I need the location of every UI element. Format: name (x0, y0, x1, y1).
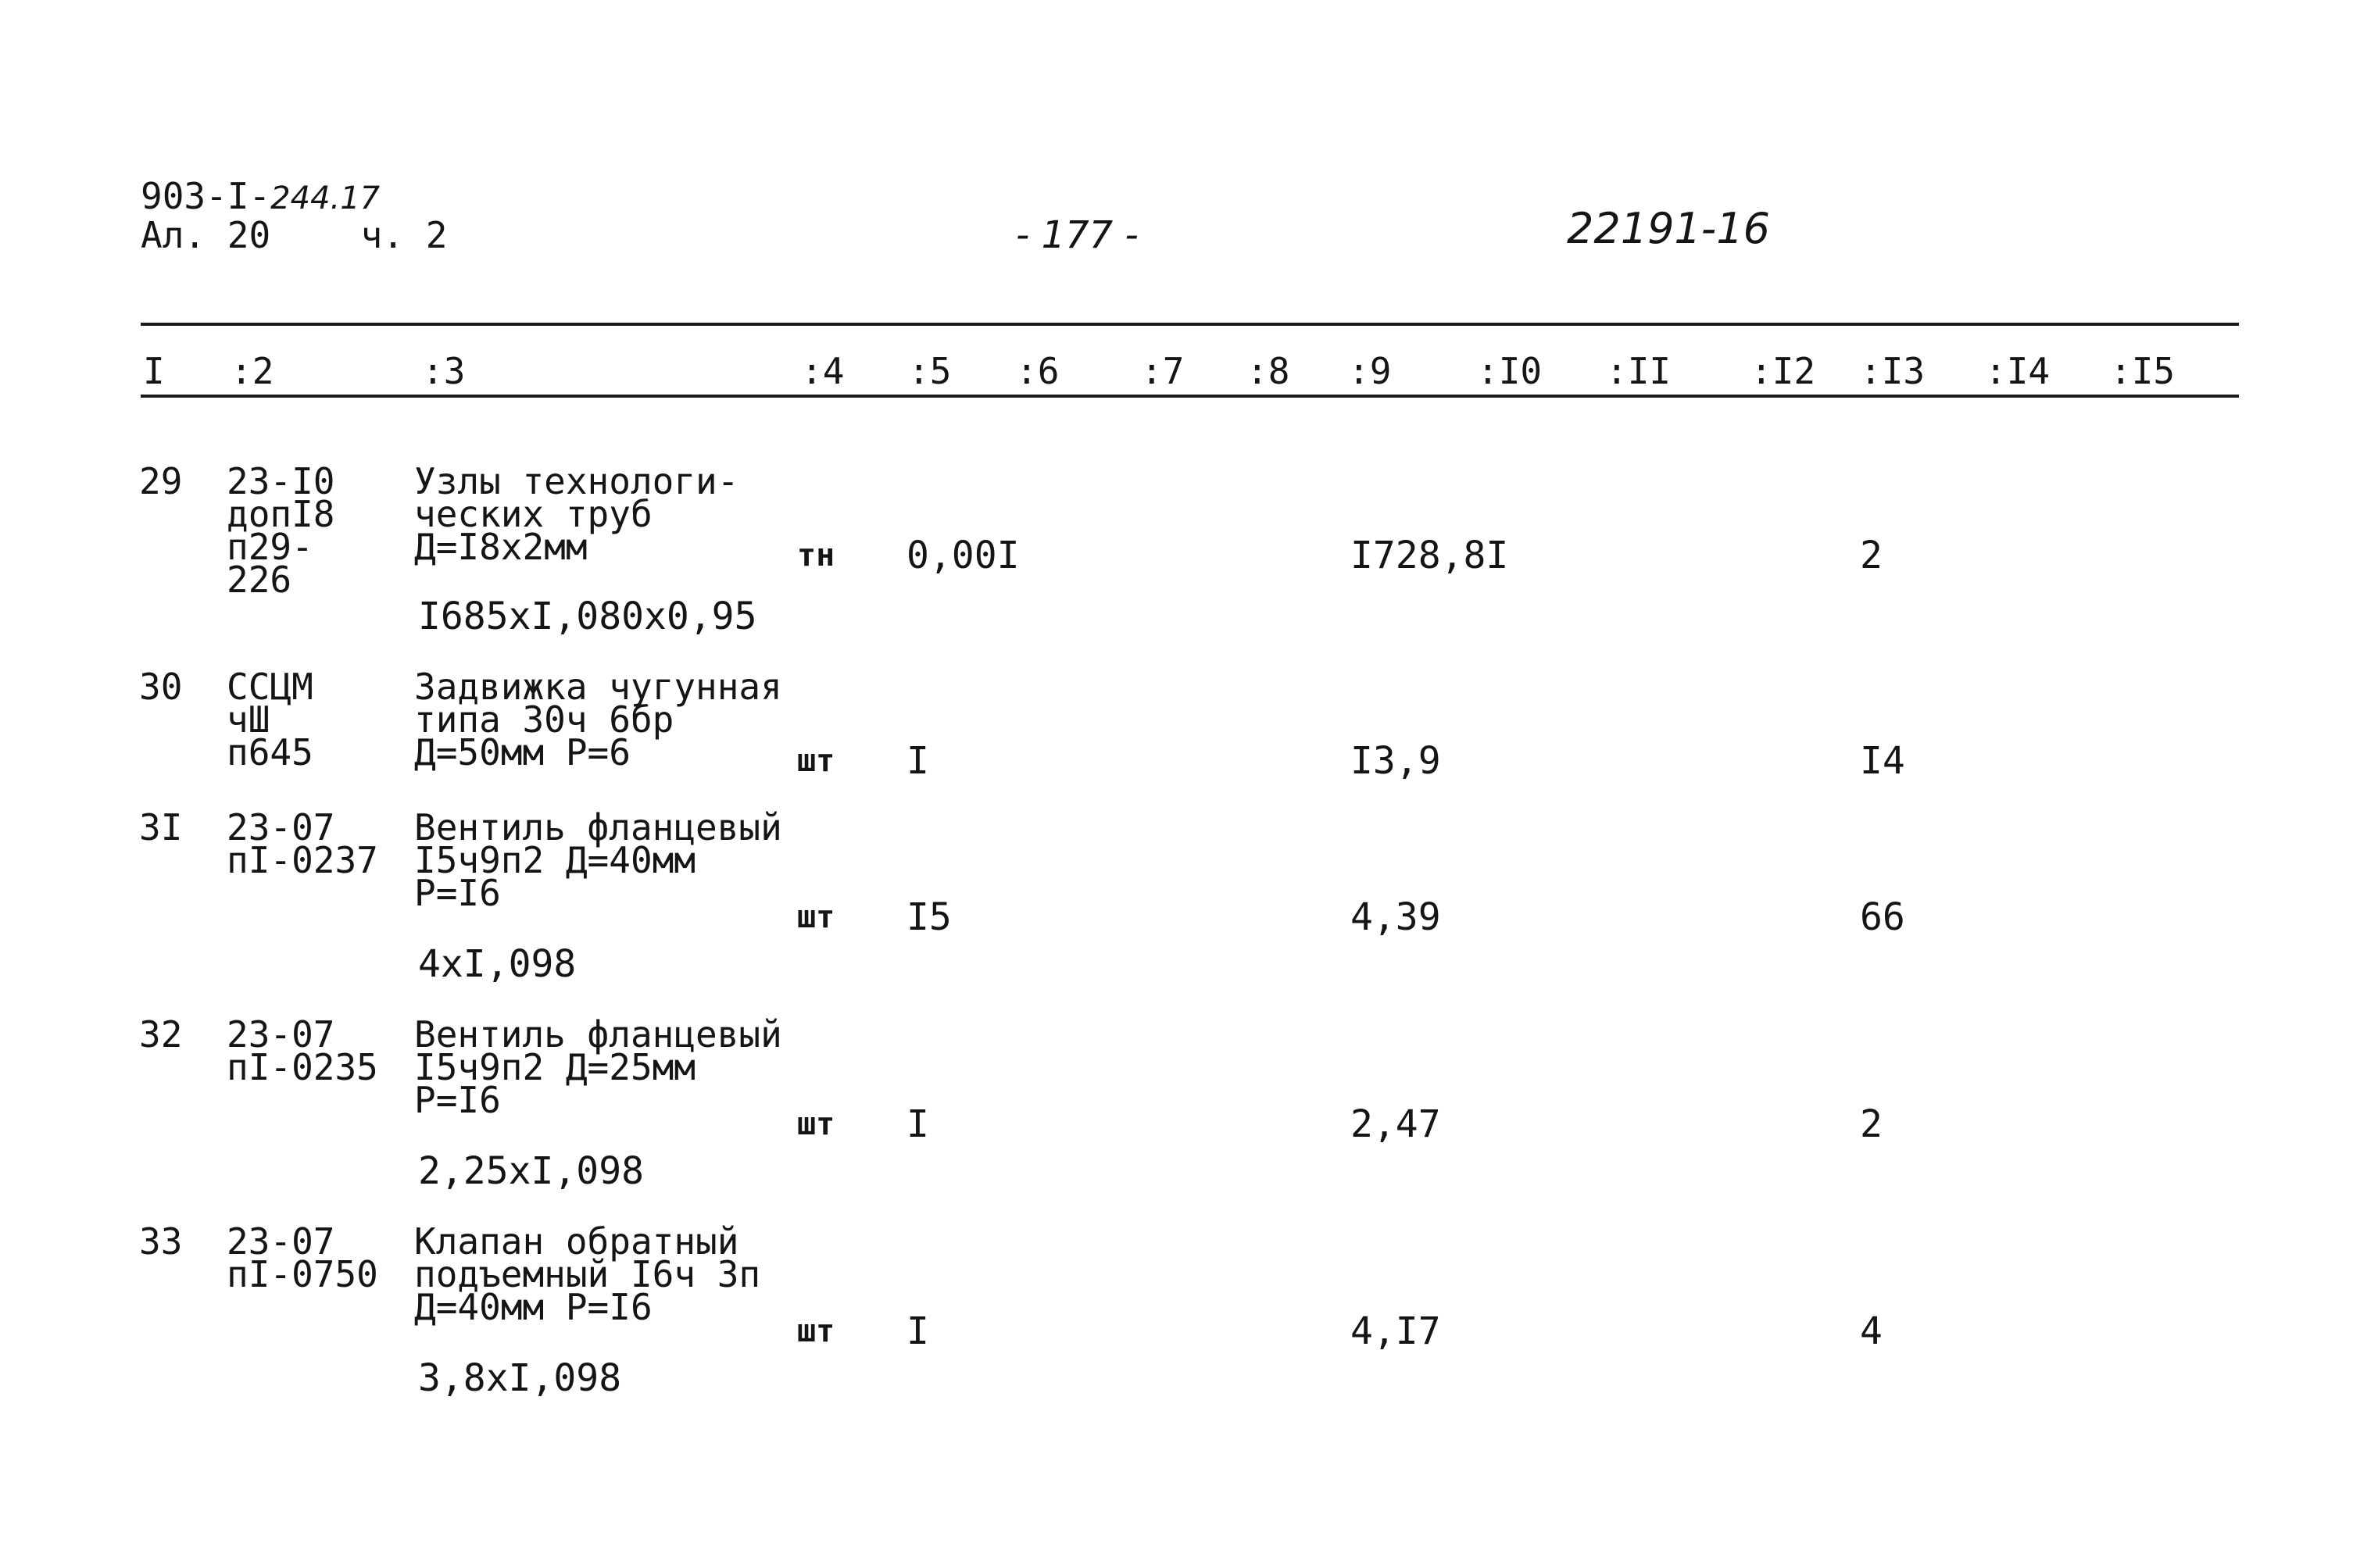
row-unit-price: I3,9 (1350, 739, 1441, 783)
row-code: ССЦМ чШ п645 (227, 666, 313, 773)
row-unit: тн (797, 538, 835, 573)
row-total: I4 (1860, 739, 1905, 783)
column-header-10: :I0 (1477, 350, 1543, 392)
row-description: Клапан обратный подъемный I6ч 3п Д=40мм Р=I6 (414, 1220, 761, 1328)
document-code-handwritten: 244.17 (270, 180, 381, 216)
column-header-15: :I5 (2110, 350, 2176, 392)
column-header-6: :6 (1016, 350, 1060, 392)
row-quantity: I (907, 739, 929, 783)
row-calculation: 3,8хI,098 (418, 1356, 622, 1400)
row-unit: шт (797, 743, 835, 779)
page-number: - 177 - (1016, 213, 1139, 257)
row-code: 23-07 пI-0750 (227, 1220, 378, 1295)
row-number: 32 (139, 1013, 183, 1055)
column-header-5: :5 (908, 350, 952, 392)
part-label: ч. (360, 214, 404, 256)
table-header-rule (141, 395, 2239, 398)
row-quantity: I (907, 1102, 929, 1146)
row-calculation: I685хI,080х0,95 (418, 595, 757, 638)
row-calculation: 2,25хI,098 (418, 1149, 644, 1193)
row-quantity: 0,00I (907, 534, 1020, 577)
row-description: Вентиль фланцевый I5ч9п2 Д=25мм Р=I6 (414, 1013, 782, 1121)
column-header-3: :3 (422, 350, 466, 392)
row-total: 2 (1860, 534, 1883, 577)
row-quantity: I5 (907, 895, 952, 939)
column-header-8: :8 (1246, 350, 1290, 392)
column-header-2: :2 (231, 350, 274, 392)
column-header-1: I (143, 350, 165, 392)
row-unit: шт (797, 899, 835, 935)
row-number: 33 (139, 1220, 183, 1263)
row-unit-price: 4,39 (1350, 895, 1441, 939)
row-calculation: 4хI,098 (418, 942, 577, 986)
row-code: 23-I0 допI8 п29- 226 (227, 460, 335, 601)
album-part-line (141, 214, 448, 256)
row-unit-price: I728,8I (1350, 534, 1509, 577)
table-top-rule (141, 323, 2239, 326)
album-label: Ал. (141, 214, 206, 256)
row-unit-price: 4,I7 (1350, 1309, 1441, 1353)
column-header-13: :I3 (1860, 350, 1926, 392)
row-total: 2 (1860, 1102, 1883, 1146)
row-unit-price: 2,47 (1350, 1102, 1441, 1146)
part-number: 2 (425, 214, 448, 256)
row-code: 23-07 пI-0237 (227, 806, 378, 881)
row-total: 66 (1860, 895, 1905, 939)
row-description: Узлы технологи- ческих труб Д=I8х2мм (414, 460, 739, 568)
column-header-7: :7 (1141, 350, 1185, 392)
document-code-printed: 903-I- (141, 175, 271, 217)
row-unit: шт (797, 1313, 835, 1349)
row-code: 23-07 пI-0235 (227, 1013, 378, 1088)
column-header-11: :II (1606, 350, 1672, 392)
row-description: Вентиль фланцевый I5ч9п2 Д=40мм Р=I6 (414, 806, 782, 914)
row-unit: шт (797, 1106, 835, 1142)
column-header-12: :I2 (1750, 350, 1816, 392)
column-header-14: :I4 (1985, 350, 2051, 392)
document-number: 22191-16 (1567, 204, 1770, 253)
album-number: 20 (227, 214, 271, 256)
row-total: 4 (1860, 1309, 1883, 1353)
row-description: Задвижка чугунная типа 30ч 6бр Д=50мм Р=6 (414, 666, 782, 773)
column-header-4: :4 (801, 350, 845, 392)
document-code (141, 175, 381, 217)
row-number: 3I (139, 806, 183, 848)
column-header-9: :9 (1348, 350, 1392, 392)
row-number: 30 (139, 666, 183, 708)
row-number: 29 (139, 460, 183, 502)
row-quantity: I (907, 1309, 929, 1353)
